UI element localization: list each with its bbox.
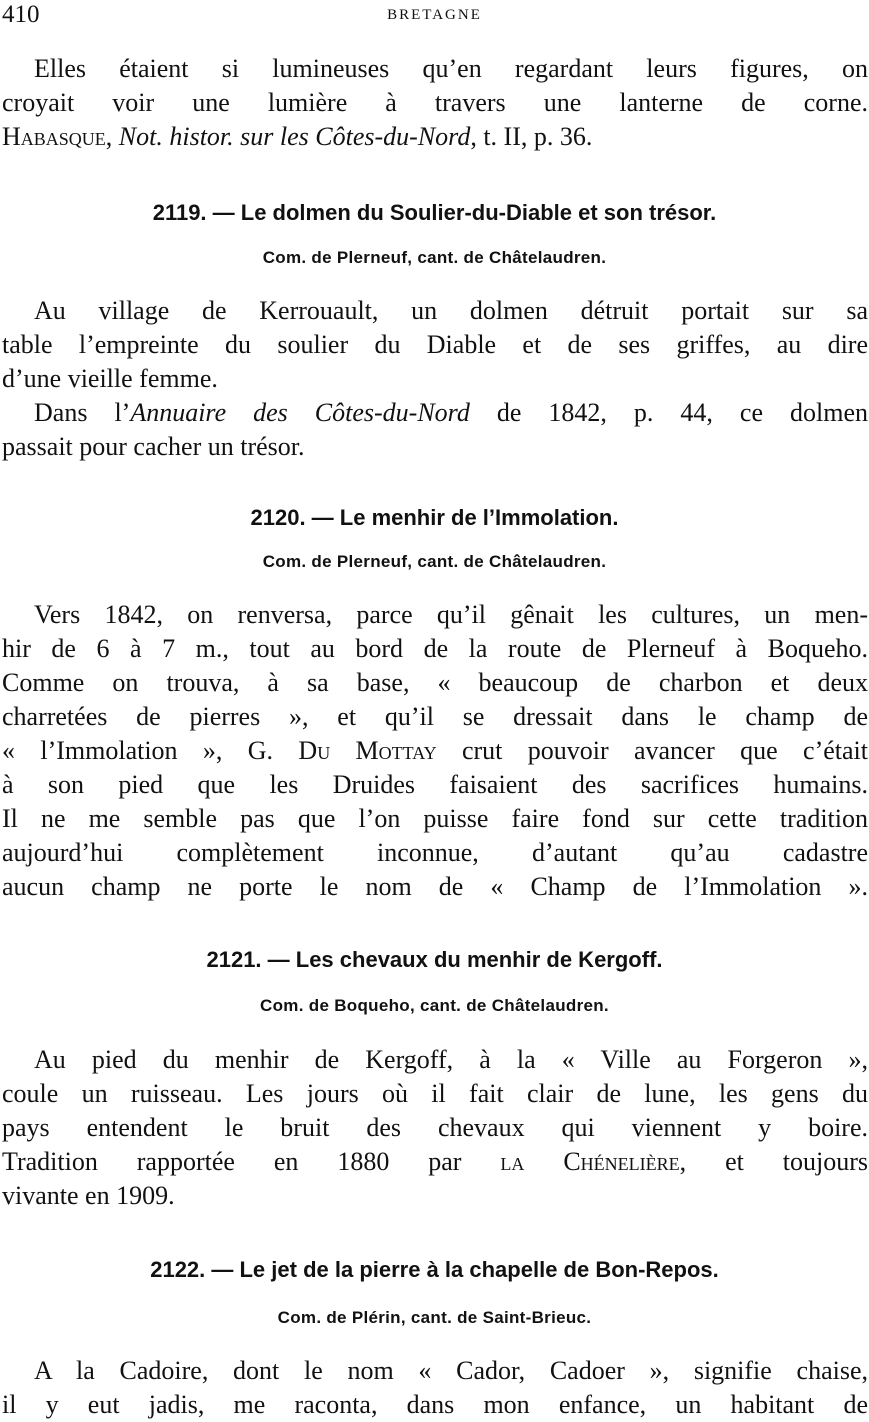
- section-heading-2122: 2122. — Le jet de la pierre à la chapelle de Bon-Repos.: [150, 1257, 719, 1282]
- text-line: aujourd’hui complètement inconnue, d’autant qu’au cadastre: [2, 838, 868, 867]
- text-fragment: Dans l’: [34, 398, 131, 427]
- paragraph-2122: [2, 1354, 868, 1422]
- paragraph-2120: [2, 598, 868, 904]
- text-line: aucun champ ne porte le nom de « Champ de l’Immolation ».: [2, 872, 868, 901]
- section-heading-2121: 2121. — Les chevaux du menhir de Kergoff.: [206, 947, 663, 972]
- paragraph-2121: [2, 1043, 868, 1213]
- text-line: il y eut jadis, me raconta, dans mon enfance, un habitant de: [2, 1390, 868, 1419]
- section-location-2121: Com. de Boqueho, cant. de Châtelaudren.: [260, 996, 609, 1015]
- text-fragment: , et toujours: [679, 1147, 868, 1176]
- section-heading-2120: 2120. — Le menhir de l’Immolation.: [250, 505, 619, 530]
- work-title: Not. histor. sur les Côtes-du-Nord: [118, 122, 471, 151]
- text-fragment: de 1842, p. 44, ce dolmen: [469, 398, 868, 427]
- author-name: Habasque: [2, 122, 106, 151]
- text-line: Habasque, Not. histor. sur les Côtes-du-Nord, t. II, p. 36.: [2, 122, 593, 151]
- text-line: passait pour cacher un trésor.: [2, 432, 305, 461]
- paragraph-2119: [2, 294, 868, 464]
- page-number: 410: [2, 1, 40, 28]
- text-line: hir de 6 à 7 m., tout au bord de la route de Plerneuf à Boqueho.: [2, 634, 868, 663]
- section-location-2122: Com. de Plérin, cant. de Saint-Brieuc.: [277, 1308, 592, 1327]
- text-fragment: Tradition rapportée en 1880 par: [2, 1147, 501, 1176]
- text-fragment: crut pouvoir avancer que c’était: [436, 736, 868, 765]
- text-line: A la Cadoire, dont le nom « Cador, Cadoer », signifie chaise,: [34, 1356, 868, 1385]
- text-line: d’une vieille femme.: [2, 364, 218, 393]
- text-line: [2, 734, 868, 768]
- text-line: charretées de pierres », et qu’il se dressait dans le champ de: [2, 702, 868, 731]
- author-name: la Chénelière: [500, 1147, 680, 1176]
- intro-paragraph: [2, 52, 868, 154]
- text-line: à son pied que les Druides faisaient des sacrifices humains.: [2, 770, 868, 799]
- text-fragment: « l’Immolation », G.: [2, 736, 299, 765]
- text-line: vivante en 1909.: [2, 1181, 175, 1210]
- text-line: Elles étaient si lumineuses qu’en regardant leurs figures, on: [34, 54, 868, 83]
- section-location-2120: Com. de Plerneuf, cant. de Châtelaudren.: [262, 552, 607, 571]
- section-heading-2119: 2119. — Le dolmen du Soulier-du-Diable et son trésor.: [152, 200, 717, 225]
- text-line: Il ne me semble pas que l’on puisse faire fond sur cette tradition: [2, 804, 868, 833]
- text-line: Comme on trouva, à sa base, « beaucoup de charbon et deux: [2, 668, 868, 697]
- running-title: BRETAGNE: [387, 7, 482, 23]
- author-name: Du Mottay: [298, 736, 437, 765]
- text-line: pays entendent le bruit des chevaux qui viennent y boire.: [2, 1113, 868, 1142]
- reference: , t. II, p. 36.: [470, 122, 593, 151]
- text-line: table l’empreinte du soulier du Diable et de ses griffes, au dire: [2, 330, 868, 359]
- work-title: Annuaire des Côtes-du-Nord: [130, 398, 470, 427]
- running-head: [0, 0, 869, 30]
- text-line: [2, 1145, 868, 1179]
- text-line: [2, 396, 868, 430]
- text-line: Au pied du menhir de Kergoff, à la « Ville au Forgeron »,: [34, 1045, 868, 1074]
- text-line: Au village de Kerrouault, un dolmen détruit portait sur sa: [34, 296, 868, 325]
- text-line: coule un ruisseau. Les jours où il fait clair de lune, les gens du: [2, 1079, 868, 1108]
- text-line: croyait voir une lumière à travers une lanterne de corne.: [2, 88, 868, 117]
- text-line: Vers 1842, on renversa, parce qu’il gênait les cultures, un men-: [34, 600, 868, 629]
- section-location-2119: Com. de Plerneuf, cant. de Châtelaudren.: [262, 248, 607, 267]
